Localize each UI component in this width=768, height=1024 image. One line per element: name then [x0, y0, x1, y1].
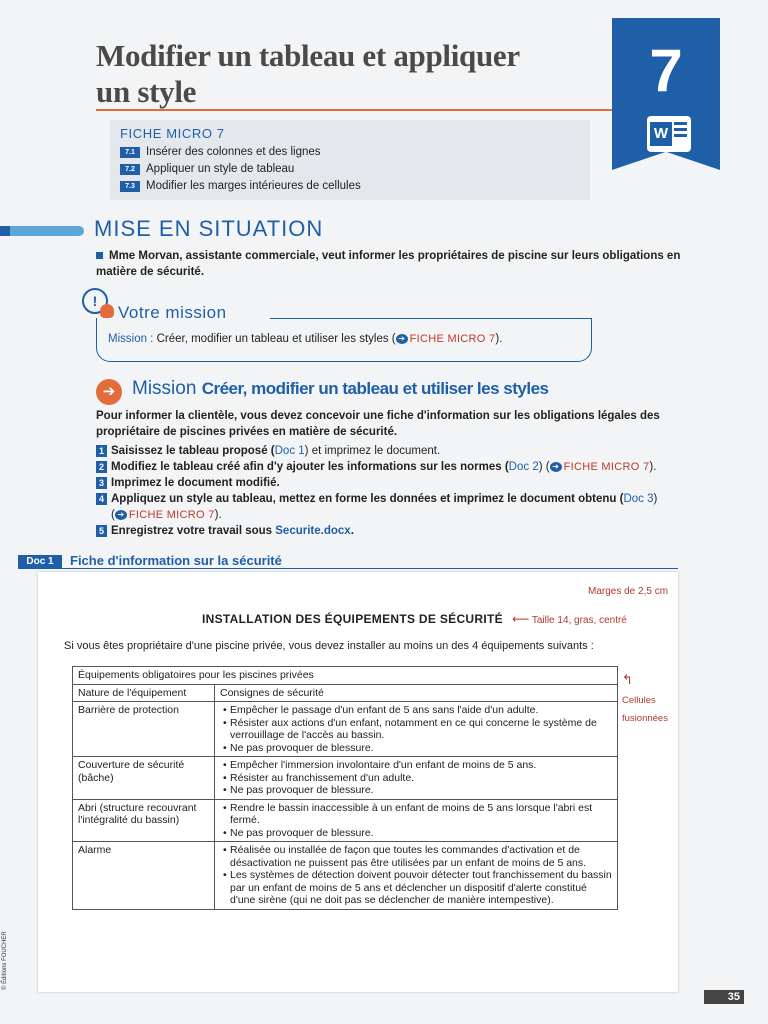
step-number: 2 — [96, 461, 107, 473]
mise-en-situation-title: MISE EN SITUATION — [94, 216, 324, 241]
list-item: • Ne pas provoquer de blessure. — [220, 784, 612, 797]
mission-label: Mission : — [108, 333, 154, 345]
step-number: 4 — [96, 493, 107, 505]
fiche-micro-item — [120, 161, 580, 178]
page-title-line-2: un style — [96, 74, 197, 109]
arrow-left-icon: ⟵ — [512, 612, 530, 626]
consignes-cell — [215, 702, 618, 757]
arrow-circle-icon: ➔ — [96, 379, 122, 405]
word-icon-lines — [674, 122, 687, 140]
heading-annotation — [512, 612, 627, 626]
page-number: 35 — [704, 990, 744, 1004]
step-item — [96, 459, 706, 475]
mission-title-bold: Créer, modifier un tableau et utiliser les styles — [201, 379, 549, 398]
list-item: • Rendre le bassin inaccessible à un enfant de moins de 5 ans lorsque l'abri est fermé. — [220, 802, 612, 827]
arrow-right-icon: ➔ — [115, 510, 127, 520]
table-row — [73, 842, 618, 910]
step-number: 3 — [96, 477, 107, 489]
fiche-micro-ref[interactable]: FICHE MICRO 7 — [409, 333, 496, 345]
document-intro: Si vous êtes propriétaire d'une piscine privée, vous devez installer au moins un des 4 équipements suivants : — [64, 640, 594, 652]
margin-annotation: Marges de 2,5 cm — [588, 586, 669, 597]
arrow-right-icon: ➔ — [396, 334, 408, 344]
step-item — [96, 523, 706, 539]
consignes-cell — [215, 799, 618, 842]
mission-title — [132, 378, 549, 400]
consignes-cell — [215, 757, 618, 800]
table-row — [73, 684, 618, 702]
consignes-cell — [215, 842, 618, 910]
info-icon: ! — [82, 288, 108, 314]
list-item: • Empêcher l'immersion involontaire d'un enfant de moins de 5 ans. — [220, 759, 612, 772]
fiche-micro-label: Appliquer un style de tableau — [146, 163, 295, 175]
table-row — [73, 667, 618, 685]
square-bullet-icon — [96, 252, 103, 259]
merge-annotation-text: Cellules fusionnées — [622, 695, 668, 724]
page-title-line-1: Modifier un tableau et appliquer — [96, 38, 520, 73]
fiche-micro-tag: 7.3 — [120, 181, 140, 192]
doc-link[interactable]: Doc 3 — [623, 493, 654, 505]
step-text: Saisissez le tableau proposé (Doc 1) et imprimez le document. — [111, 445, 441, 457]
mise-en-situation-text — [96, 248, 690, 280]
section-marker-bar — [0, 226, 84, 236]
doc-tag: Doc 1 — [18, 555, 62, 568]
word-icon-letter: W — [650, 122, 672, 146]
step-item — [96, 491, 706, 523]
pointing-hand-icon — [100, 304, 114, 318]
fiche-micro-label: Modifier les marges intérieures de cellules — [146, 180, 361, 192]
doc-divider — [18, 568, 678, 569]
mission-intro: Pour informer la clientèle, vous devez concevoir une fiche d'information sur les obligations légales des propriétaire de piscines privées en matière de sécurité. — [96, 410, 660, 438]
table-row — [73, 757, 618, 800]
merged-header-cell: Équipements obligatoires pour les piscines privées — [73, 667, 618, 685]
mise-en-situation-body: Mme Morvan, assistante commerciale, veut informer les propriétaires de piscine sur leurs obligations en matière de sécurité. — [96, 250, 681, 278]
step-text: Appliquez un style au tableau, mettez en forme les données et imprimez le document obtenu (Doc 3) ( ➔ FICHE MICRO 7). — [111, 493, 658, 521]
table-row — [73, 799, 618, 842]
nature-cell: Alarme — [73, 842, 215, 910]
step-number: 5 — [96, 525, 107, 537]
list-item: • Ne pas provoquer de blessure. — [220, 827, 612, 840]
table-row — [73, 702, 618, 757]
page-title — [96, 38, 596, 110]
column-header: Nature de l'équipement — [73, 684, 215, 702]
doc-link[interactable]: Doc 2 — [508, 461, 539, 473]
hook-arrow-icon: ↰ — [622, 672, 633, 687]
word-icon — [647, 116, 691, 152]
column-header: Consignes de sécurité — [215, 684, 618, 702]
merge-annotation — [622, 672, 678, 726]
chapter-number: 7 — [649, 37, 683, 104]
equipment-table — [72, 666, 618, 910]
step-text: Imprimez le document modifié. — [111, 477, 280, 489]
fiche-micro-title: FICHE MICRO 7 — [120, 126, 225, 141]
step-item — [96, 475, 706, 491]
list-item: • Résister aux actions d'un enfant, notamment en ce qui concerne le système de verrouillage de l'accès au bassin. — [220, 717, 612, 742]
title-divider — [96, 109, 616, 111]
file-name: Securite.docx — [275, 525, 351, 537]
step-item — [96, 443, 706, 459]
fiche-micro-item — [120, 144, 580, 161]
fiche-micro-tag: 7.2 — [120, 164, 140, 175]
fiche-micro-item — [120, 178, 580, 195]
fiche-micro-tag: 7.1 — [120, 147, 140, 158]
fiche-micro-ref[interactable]: FICHE MICRO 7 — [563, 461, 650, 473]
document-heading: INSTALLATION DES ÉQUIPEMENTS DE SÉCURITÉ — [202, 612, 503, 626]
mission-text: Créer, modifier un tableau et utiliser les styles ( — [156, 333, 396, 345]
step-text: Modifiez le tableau créé afin d'y ajouter les informations sur les normes (Doc 2) ( ➔ FICHE MICRO 7). — [111, 461, 657, 473]
doc-link[interactable]: Doc 1 — [274, 445, 305, 457]
arrow-right-icon: ➔ — [550, 462, 562, 472]
mission-text-end: ). — [495, 333, 503, 345]
list-item: • Empêcher le passage d'un enfant de 5 ans sans l'aide d'un adulte. — [220, 704, 612, 717]
list-item: • Résister au franchissement d'un adulte. — [220, 772, 612, 785]
list-item: • Les systèmes de détection doivent pouvoir détecter tout franchissement du bassin par un enfant de moins de 5 ans et déclencher un dispositif d'alerte constitué d'une sirène (qui ne doit pas se déclencher de manière intempestive). — [220, 869, 612, 907]
fiche-micro-label: Insérer des colonnes et des lignes — [146, 146, 321, 158]
list-item: • Réalisée ou installée de façon que toutes les commandes d'activation et de désactivation ne puissent pas être utilisées par un enfant de moins de 5 ans. — [220, 844, 612, 869]
mission-steps — [96, 443, 706, 539]
step-number: 1 — [96, 445, 107, 457]
copyright-text: © Éditions FOUCHER — [2, 931, 8, 990]
mission-title-light: Mission — [132, 378, 197, 399]
votre-mission-title: Votre mission — [118, 303, 227, 322]
nature-cell: Barrière de protection — [73, 702, 215, 757]
doc-title: Fiche d'information sur la sécurité — [70, 553, 282, 568]
fiche-micro-box — [110, 120, 590, 200]
list-item: • Ne pas provoquer de blessure. — [220, 742, 612, 755]
step-text: Enregistrez votre travail sous Securite.docx. — [111, 525, 354, 537]
fiche-micro-ref[interactable]: FICHE MICRO 7 — [128, 509, 215, 521]
votre-mission-text — [108, 333, 502, 345]
nature-cell: Abri (structure recouvrant l'intégralité du bassin) — [73, 799, 215, 842]
heading-annotation-text: Taille 14, gras, centré — [531, 615, 627, 626]
nature-cell: Couverture de sécurité (bâche) — [73, 757, 215, 800]
